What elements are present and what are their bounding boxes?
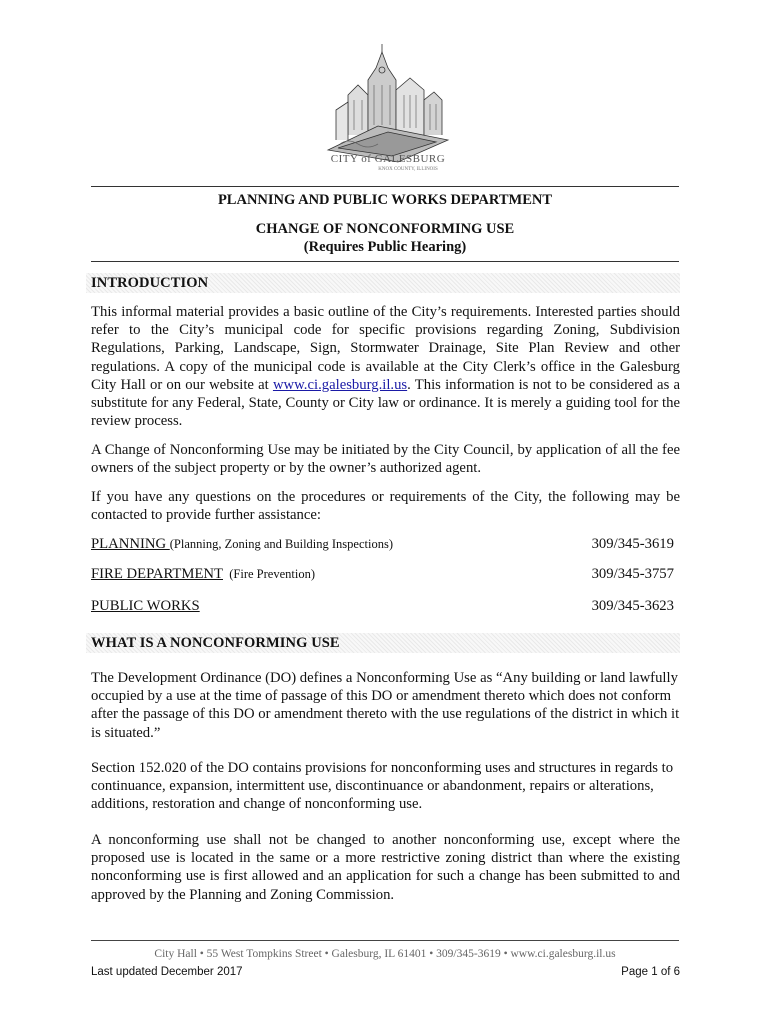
logo-city-text: CITY of GALESBURG — [330, 153, 446, 165]
introduction-paragraph-1 — [91, 303, 680, 430]
contact-row-fire — [91, 566, 680, 586]
nonconforming-heading: WHAT IS A NONCONFORMING USE — [91, 635, 340, 651]
nonconforming-paragraph-3: A nonconforming use shall not be changed to another nonconforming use, except where the proposed use is located in the same or a more restrictive zoning district than where the existing nonconforming use is first allowed and an application for such a change has been submitted to and approved by the Planning and Zoning Commission. — [91, 832, 680, 903]
contact-desc-fire: (Fire Prevention) — [223, 567, 315, 581]
nonconforming-paragraph-2: Section 152.020 of the DO contains provisions for nonconforming uses and structures in regards to continuance, expansion, intermittent use, discontinuance or abandonment, repairs or alterations, additions, restoration and change of nonconforming use. — [91, 760, 674, 813]
header-top-rule — [91, 186, 679, 187]
footer-address: City Hall • 55 West Tompkins Street • Galesburg, IL 61401 • 309/345-3619 • www.ci.galesburg.il.us — [154, 948, 616, 960]
footer-last-updated: Last updated December 2017 — [91, 966, 243, 978]
department-heading: PLANNING AND PUBLIC WORKS DEPARTMENT — [217, 192, 553, 208]
intro-text-after-link: . This information is not to be considered as a substitute for any Federal, State, County or City law or ordinance. It is merely a guiding tool for the review process. — [91, 376, 680, 430]
contact-name-planning[interactable]: PLANNING — [91, 536, 170, 552]
contact-desc-planning: (Planning, Zoning and Building Inspections) — [169, 537, 393, 551]
contact-phone-public-works: 309/345-3623 — [591, 598, 674, 614]
document-title: CHANGE OF NONCONFORMING USE — [255, 221, 515, 237]
footer-rule — [91, 940, 679, 941]
contact-phone-planning: 309/345-3619 — [591, 536, 674, 552]
footer-page-number: Page 1 of 6 — [621, 966, 680, 978]
website-link[interactable]: www.ci.galesburg.il.us — [272, 376, 408, 393]
contact-name-public-works[interactable]: PUBLIC WORKS — [91, 598, 200, 614]
contact-phone-fire: 309/345-3757 — [591, 566, 674, 582]
nonconforming-paragraph-1: The Development Ordinance (DO) defines a Nonconforming Use as “Any building or land lawfully occupied by a use at the time of passage of this DO or amendment thereto which does not conform after the passage of this DO or amendment thereto with the use regulations of the district in which it is situated.” — [91, 670, 680, 741]
city-logo — [318, 40, 458, 180]
contact-row-planning — [91, 536, 680, 556]
introduction-paragraph-3: If you have any questions on the procedures or requirements of the City, the following may be contacted to provide further assistance: — [91, 489, 680, 524]
intro-text-before-link: This informal material provides a basic outline of the City’s requirements. Interested parties should refer to the City’s municipal code for specific provisions regarding Zoning, Subdivision Regulations, Parking, Landscape, Sign, Stormwater Drainage, Site Plan Review and other regulations. A copy of the municipal code is available at the City Clerk’s office in the Galesburg City Hall or on our website at — [91, 304, 680, 393]
document-subtitle: (Requires Public Hearing) — [303, 239, 467, 255]
header-bottom-rule — [91, 261, 679, 262]
introduction-heading: INTRODUCTION — [91, 275, 209, 291]
logo-sub-text: KNOX COUNTY, ILLINOIS — [378, 167, 438, 172]
introduction-paragraph-2: A Change of Nonconforming Use may be initiated by the City Council, by application of all the fee owners of the subject property or by the owner’s authorized agent. — [91, 442, 680, 477]
contact-name-fire[interactable]: FIRE DEPARTMENT — [91, 566, 223, 582]
contact-row-public-works — [91, 598, 680, 618]
